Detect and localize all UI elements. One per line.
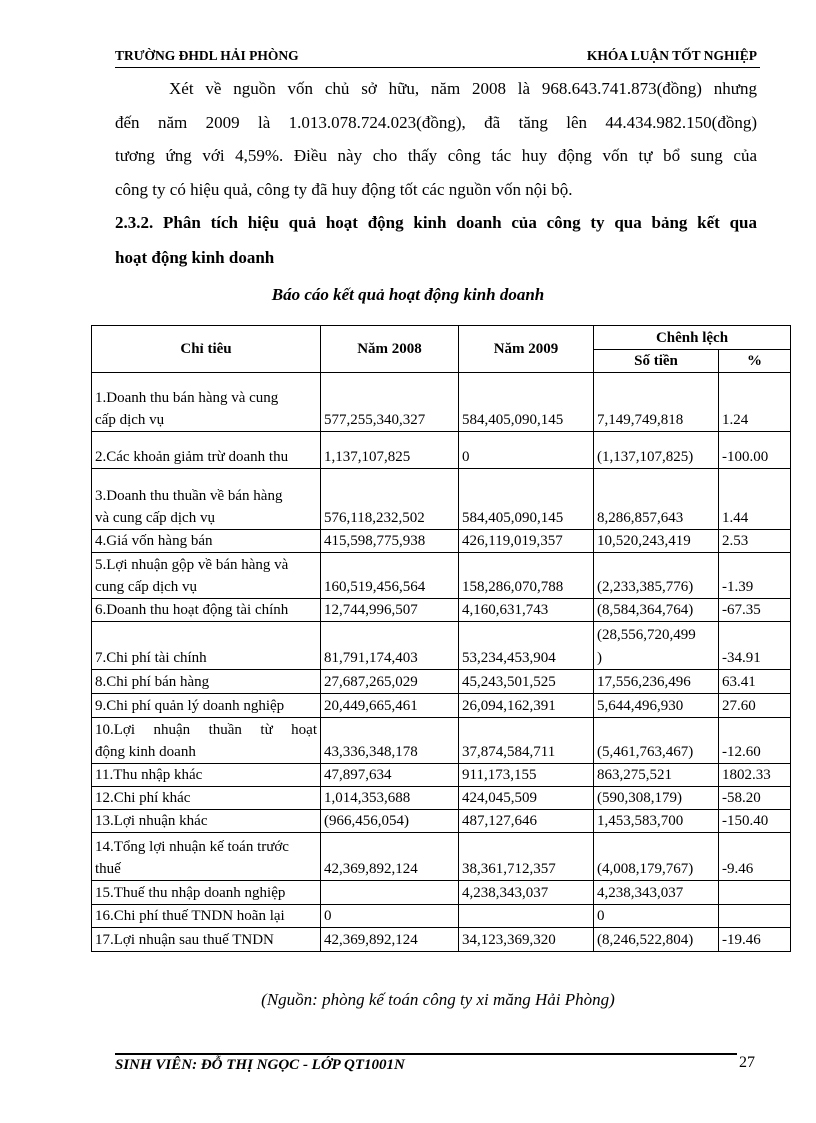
table-row	[92, 787, 791, 810]
value-2009: 26,094,162,391	[459, 694, 594, 718]
value-2009	[459, 905, 594, 928]
value-2008: 12,744,996,507	[321, 599, 459, 622]
amount-line: (8,246,522,804)	[597, 932, 694, 948]
row-indicator	[92, 810, 321, 833]
amount-line: 10,520,243,419	[597, 533, 691, 549]
row-indicator-line: 2.Các khoản giảm trừ doanh thu	[95, 449, 289, 465]
value-difference-percent: -34.91	[719, 622, 791, 670]
value-difference-percent: -9.46	[719, 833, 791, 881]
value-difference-amount	[594, 694, 719, 718]
value-2009: 45,243,501,525	[459, 670, 594, 694]
value-2009: 426,119,019,357	[459, 530, 594, 553]
row-indicator-line: 1.Doanh thu bán hàng và cung	[95, 390, 279, 406]
value-difference-percent: -67.35	[719, 599, 791, 622]
value-difference-amount	[594, 810, 719, 833]
value-2009: 4,160,631,743	[459, 599, 594, 622]
amount-line: 863,275,521	[597, 767, 672, 783]
value-difference-percent: 1.24	[719, 373, 791, 432]
value-2008: 1,137,107,825	[321, 432, 459, 469]
row-indicator-line: 5.Lợi nhuận gộp về bán hàng và	[95, 557, 289, 573]
row-indicator	[92, 928, 321, 952]
row-indicator	[92, 432, 321, 469]
footer-rule	[115, 1053, 737, 1055]
row-indicator-line: 8.Chi phí bán hàng	[95, 674, 210, 690]
value-difference-amount	[594, 928, 719, 952]
amount-line: (8,584,364,764)	[597, 602, 694, 618]
row-indicator-line: 7.Chi phí tài chính	[95, 650, 207, 666]
table-row	[92, 622, 791, 670]
value-difference-percent: -100.00	[719, 432, 791, 469]
amount-line: (1,137,107,825)	[597, 449, 694, 465]
value-difference-percent: -58.20	[719, 787, 791, 810]
col-header-indicator: Chỉ tiêu	[92, 326, 321, 373]
value-2009: 0	[459, 432, 594, 469]
value-2008: 415,598,775,938	[321, 530, 459, 553]
value-difference-amount	[594, 718, 719, 764]
value-2008: 42,369,892,124	[321, 833, 459, 881]
table-row	[92, 599, 791, 622]
header-school: TRƯỜNG ĐHDL HẢI PHÒNG	[115, 48, 299, 63]
value-2009: 34,123,369,320	[459, 928, 594, 952]
row-indicator-line: thuế	[95, 861, 121, 877]
paragraph-line: Xét về nguồn vốn chủ sở hữu, năm 2008 là 968.643.741.873(đồng) nhưng	[169, 79, 757, 98]
value-difference-percent: 1802.33	[719, 764, 791, 787]
row-indicator	[92, 833, 321, 881]
row-indicator-line: 6.Doanh thu hoạt động tài chính	[95, 602, 289, 618]
row-indicator-line: 14.Tổng lợi nhuận kế toán trước	[95, 839, 289, 855]
value-2009: 158,286,070,788	[459, 553, 594, 599]
amount-line: 0	[597, 908, 605, 924]
table-row	[92, 373, 791, 432]
value-difference-amount	[594, 373, 719, 432]
value-difference-percent: -1.39	[719, 553, 791, 599]
value-difference-amount	[594, 787, 719, 810]
amount-line: 4,238,343,037	[597, 885, 684, 901]
row-indicator-line: 17.Lợi nhuận sau thuế TNDN	[95, 932, 274, 948]
table-caption: Báo cáo kết quả hoạt động kinh doanh	[271, 285, 545, 304]
table-row	[92, 670, 791, 694]
value-difference-amount	[594, 530, 719, 553]
value-2008: 42,369,892,124	[321, 928, 459, 952]
row-indicator	[92, 787, 321, 810]
value-2008: 20,449,665,461	[321, 694, 459, 718]
value-difference-percent: 27.60	[719, 694, 791, 718]
value-difference-amount	[594, 469, 719, 530]
row-indicator-line: động kinh doanh	[95, 744, 196, 760]
table-row	[92, 553, 791, 599]
table-row	[92, 928, 791, 952]
row-indicator	[92, 881, 321, 905]
value-difference-amount	[594, 670, 719, 694]
amount-line: 1,453,583,700	[597, 813, 684, 829]
value-2008: 47,897,634	[321, 764, 459, 787]
value-difference-amount	[594, 599, 719, 622]
col-header-2009: Năm 2009	[459, 326, 594, 373]
col-header-difference: Chênh lệch	[594, 326, 791, 350]
table-row	[92, 810, 791, 833]
table-row	[92, 764, 791, 787]
table-row	[92, 432, 791, 469]
paragraph-line: tương ứng với 4,59%. Điều này cho thấy công tác huy động vốn tự bổ sung của	[115, 146, 757, 165]
row-indicator	[92, 469, 321, 530]
amount-line: (28,556,720,499	[597, 627, 696, 643]
value-2008: 576,118,232,502	[321, 469, 459, 530]
value-difference-percent: -19.46	[719, 928, 791, 952]
row-indicator-line: cấp dịch vụ	[95, 412, 165, 428]
row-indicator-line: cung cấp dịch vụ	[95, 579, 198, 595]
table-row	[92, 694, 791, 718]
footer-student: SINH VIÊN: ĐỖ THỊ NGỌC - LỚP QT1001N	[115, 1057, 405, 1073]
amount-line: (4,008,179,767)	[597, 861, 694, 877]
row-indicator	[92, 599, 321, 622]
value-difference-amount	[594, 432, 719, 469]
value-difference-amount	[594, 553, 719, 599]
value-2009: 584,405,090,145	[459, 373, 594, 432]
row-indicator-line: 13.Lợi nhuận khác	[95, 813, 208, 829]
value-difference-amount	[594, 833, 719, 881]
value-2009: 53,234,453,904	[459, 622, 594, 670]
amount-line: (590,308,179)	[597, 790, 682, 806]
row-indicator	[92, 764, 321, 787]
value-difference-percent	[719, 905, 791, 928]
value-2009: 37,874,584,711	[459, 718, 594, 764]
value-difference-amount	[594, 905, 719, 928]
page-number: 27	[739, 1054, 755, 1071]
value-2009: 4,238,343,037	[459, 881, 594, 905]
section-heading-line: 2.3.2. Phân tích hiệu quả hoạt động kinh doanh của công ty qua bảng kết qua	[115, 213, 757, 232]
value-2008: 0	[321, 905, 459, 928]
value-difference-percent	[719, 881, 791, 905]
paragraph-line: đến năm 2009 là 1.013.078.724.023(đồng), đã tăng lên 44.434.982.150(đồng)	[115, 112, 757, 132]
header-rule	[115, 67, 760, 68]
row-indicator	[92, 373, 321, 432]
row-indicator-line: 9.Chi phí quản lý doanh nghiệp	[95, 698, 285, 714]
amount-line: 5,644,496,930	[597, 698, 684, 714]
row-indicator-line: 11.Thu nhập khác	[95, 767, 203, 783]
value-2009: 911,173,155	[459, 764, 594, 787]
row-indicator-line: 3.Doanh thu thuần về bán hàng	[95, 488, 283, 504]
header-thesis-type: KHÓA LUẬN TỐT NGHIỆP	[586, 48, 757, 63]
value-2008	[321, 881, 459, 905]
row-indicator	[92, 622, 321, 670]
value-difference-amount	[594, 881, 719, 905]
amount-line: )	[597, 650, 602, 666]
amount-line: (5,461,763,467)	[597, 744, 694, 760]
table-row	[92, 905, 791, 928]
value-2009: 38,361,712,357	[459, 833, 594, 881]
row-indicator-line: 10.Lợi nhuận thuần từ hoạt	[95, 722, 317, 738]
value-difference-amount	[594, 764, 719, 787]
amount-line: 7,149,749,818	[597, 412, 684, 428]
amount-line: (2,233,385,776)	[597, 579, 694, 595]
row-indicator-line: và cung cấp dịch vụ	[95, 510, 215, 526]
amount-line: 8,286,857,643	[597, 510, 684, 526]
section-heading-line: hoạt động kinh doanh	[115, 248, 275, 267]
amount-line: 17,556,236,496	[597, 674, 691, 690]
value-2008: 160,519,456,564	[321, 553, 459, 599]
value-2008: 577,255,340,327	[321, 373, 459, 432]
row-indicator-line: 16.Chi phí thuế TNDN hoãn lại	[95, 908, 285, 924]
row-indicator-line: 4.Giá vốn hàng bán	[95, 533, 213, 549]
value-2008: 27,687,265,029	[321, 670, 459, 694]
col-header-2008: Năm 2008	[321, 326, 459, 373]
value-difference-percent: 1.44	[719, 469, 791, 530]
page-header	[115, 48, 757, 68]
value-2009: 584,405,090,145	[459, 469, 594, 530]
section-heading	[115, 205, 757, 275]
value-difference-percent: -12.60	[719, 718, 791, 764]
income-statement-table	[91, 325, 791, 952]
value-difference-percent: 2.53	[719, 530, 791, 553]
value-2008: 1,014,353,688	[321, 787, 459, 810]
table-row	[92, 469, 791, 530]
value-difference-percent: -150.40	[719, 810, 791, 833]
table-row	[92, 530, 791, 553]
table-row	[92, 718, 791, 764]
table-row	[92, 833, 791, 881]
row-indicator	[92, 530, 321, 553]
value-difference-percent: 63.41	[719, 670, 791, 694]
paragraph-line: công ty có hiệu quả, công ty đã huy động tốt các nguồn vốn nội bộ.	[115, 179, 573, 199]
value-2009: 487,127,646	[459, 810, 594, 833]
row-indicator	[92, 670, 321, 694]
col-header-percent: %	[719, 350, 791, 373]
row-indicator	[92, 694, 321, 718]
col-header-amount: Số tiền	[594, 350, 719, 373]
row-indicator-line: 12.Chi phí khác	[95, 790, 191, 806]
value-2008: 43,336,348,178	[321, 718, 459, 764]
row-indicator-line: 15.Thuế thu nhập doanh nghiệp	[95, 885, 286, 901]
body-paragraph	[115, 72, 757, 206]
row-indicator	[92, 553, 321, 599]
row-indicator	[92, 905, 321, 928]
table-row	[92, 881, 791, 905]
value-difference-amount	[594, 622, 719, 670]
value-2008: (966,456,054)	[321, 810, 459, 833]
value-2008: 81,791,174,403	[321, 622, 459, 670]
table-source-note: (Nguồn: phòng kế toán công ty xi măng Hải Phòng)	[261, 990, 615, 1009]
row-indicator	[92, 718, 321, 764]
value-2009: 424,045,509	[459, 787, 594, 810]
